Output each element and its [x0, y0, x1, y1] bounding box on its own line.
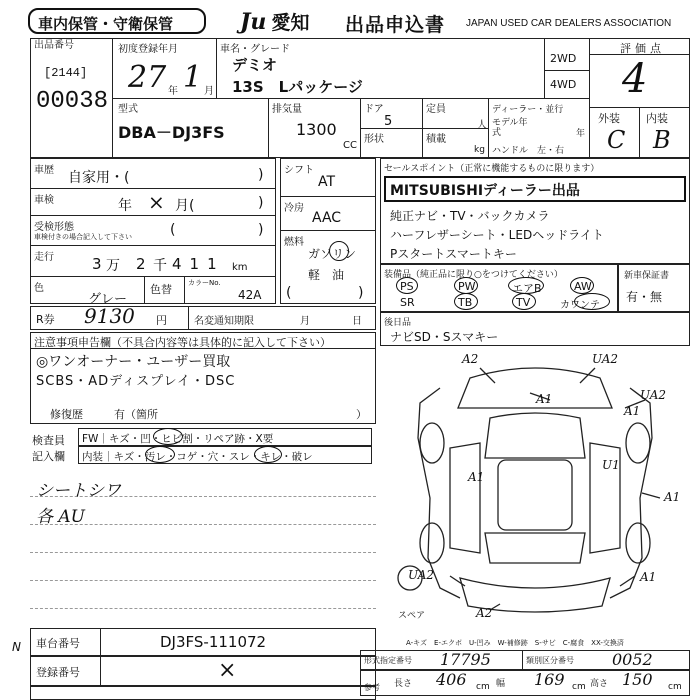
width-label: 幅: [496, 679, 506, 689]
equip-counter-circle: [574, 293, 610, 310]
color-code-label: カラーNo.: [188, 279, 221, 287]
association-logo: [240, 8, 310, 36]
equip-tb: TB: [458, 296, 473, 309]
first-registration-label: 初度登録年月: [118, 44, 178, 55]
repair-history-close: ）: [356, 408, 367, 421]
shape-label: 形状: [364, 134, 384, 145]
chassis-value: DJ3FS-111072: [160, 633, 267, 651]
handle-label: ハンドル 左・右: [492, 146, 565, 156]
inspector-int-text: 内装｜キズ・汚レ・コゲ・穴・スレ・キレ・破レ: [82, 451, 313, 463]
color-change-label: 色替: [150, 283, 172, 296]
side-mark: N: [12, 640, 21, 654]
damage-mark-rear-left: UA2: [408, 568, 435, 582]
history-close: ): [258, 167, 264, 183]
length-label: 長さ: [394, 679, 413, 689]
model-year-suffix: 年: [576, 129, 586, 139]
plate-label: 登録番号: [36, 666, 80, 679]
storage-stamp-text: 車内保管・守衛保管: [38, 15, 174, 33]
selling-point-3: Pスタートスマートキー: [390, 247, 517, 261]
notes-line-2: SCBS・ADディスプレイ・DSC: [36, 374, 236, 389]
load-label: 積載: [426, 134, 446, 145]
model-name: デミオ: [232, 56, 278, 74]
receipt-note: 車検付きの場合記入して下さい: [34, 233, 132, 241]
damage-legend: A-キズ E-エクボ U-凹み W-補修跡 S-サビ C-腐食 XX-交換済: [406, 639, 624, 647]
equip-airbag: エアB: [512, 282, 542, 295]
interior-grade: B: [653, 126, 671, 154]
mileage-rest: 411: [172, 255, 225, 273]
inspection-close: ): [258, 195, 264, 211]
equip-counter: カワンテ: [560, 300, 600, 311]
damage-mark-side-right: A1: [664, 490, 681, 504]
length-value: 406: [436, 670, 467, 689]
name-change-day: 日: [352, 316, 362, 327]
load-unit: kg: [474, 145, 485, 155]
class-number-label: 類別区分番号: [526, 656, 574, 665]
bottom-strip: [30, 686, 376, 700]
prefecture-name: 愛知: [271, 12, 310, 34]
height-value: 150: [622, 670, 653, 689]
capacity-label: 定員: [426, 104, 446, 115]
grade-score-label: 評価点: [620, 42, 665, 55]
equip-ps-circle: [396, 277, 418, 294]
damage-mark-door-right: U1: [602, 458, 620, 472]
equip-tb-circle: [454, 293, 478, 310]
handwritten-note-2: 各 AU: [36, 507, 86, 527]
form-number-label: 形式指定番号: [364, 656, 412, 665]
mileage-man: 3: [92, 255, 102, 273]
inspector-label-2: 記入欄: [32, 450, 65, 463]
aircon-value: AAC: [312, 210, 342, 226]
r-coupon-label: R券: [36, 313, 55, 326]
lot-bracket-number: [2144]: [44, 66, 88, 80]
inspection-mark: ×: [148, 190, 165, 214]
color-code-value: 42A: [238, 288, 262, 302]
repair-history-value: 有（箇所: [114, 408, 158, 421]
displacement-label: 排気量: [272, 104, 302, 115]
registration-year-suffix: 年: [168, 86, 178, 97]
handwritten-note-1: シートシワ: [36, 481, 121, 501]
equip-pw: PW: [458, 280, 476, 293]
width-unit: cm: [572, 682, 586, 692]
plate-value: ×: [218, 658, 237, 683]
height-unit: cm: [668, 682, 682, 692]
drive-4wd: 4WD: [550, 78, 577, 91]
lot-label: 出品番号: [34, 40, 74, 51]
equip-sr: SR: [400, 296, 415, 309]
width-value: 169: [534, 670, 565, 689]
registration-month: 1: [183, 60, 203, 95]
damage-mark-front-right: UA2: [592, 352, 619, 366]
mark-dirt-circle: [145, 446, 175, 463]
type-value: DBA－DJ3FS: [118, 123, 225, 142]
displacement-value: 1300: [296, 120, 337, 139]
equip-ps: PS: [400, 280, 414, 293]
damage-mark-hood: A1: [536, 392, 553, 406]
r-coupon-unit: 円: [156, 314, 167, 327]
form-number-value: 17795: [440, 650, 491, 669]
inspector-fw-text: FW｜キズ・凹・ヒビ割・リペア跡・X要: [82, 433, 274, 445]
aftermarket-label: 後日品: [384, 318, 412, 328]
fuel-diesel: 軽 油: [308, 268, 345, 282]
plate-row: [30, 656, 376, 686]
mileage-sen-unit: 千: [153, 258, 167, 274]
warranty-value: 有・無: [626, 290, 663, 304]
aircon-label: 冷房: [284, 203, 304, 214]
damage-mark-corner-right: UA2: [640, 388, 667, 402]
receipt-label: 受検形態: [34, 222, 74, 233]
doors-label: ドア: [364, 104, 384, 115]
damage-mark-front-left: A2: [462, 352, 479, 366]
inspection-year: 年: [118, 198, 132, 214]
fuel-label: 燃料: [284, 237, 304, 248]
fuel-gasoline: ガソリン: [308, 247, 357, 261]
inspection-month: 月(: [175, 198, 195, 214]
mark-dent-circle: [153, 428, 183, 445]
damage-mark-fender-right: A1: [624, 404, 641, 418]
selling-point-2: ハーフレザーシート・LEDヘッドライト: [390, 228, 604, 242]
class-number-value: 0052: [612, 650, 653, 669]
registration-month-suffix: 月: [204, 86, 214, 97]
selling-points-headline: MITSUBISHIディーラー出品: [390, 183, 580, 199]
equip-aw-circle: [570, 277, 594, 294]
equip-pw-circle: [454, 277, 478, 294]
inspection-label: 車検: [34, 195, 54, 206]
equip-airbag-circle: [508, 277, 544, 294]
repair-history-label: 修復歴: [50, 408, 83, 421]
mileage-sen: 2: [136, 255, 146, 273]
mark-wear-circle: [254, 446, 282, 463]
name-change-label: 名変通知期限: [194, 316, 254, 327]
doors-value: 5: [384, 114, 393, 129]
model-label: 車名・グレード: [220, 44, 290, 55]
registration-year: 27: [128, 60, 167, 95]
warranty-label: 新車保証書: [624, 271, 670, 281]
mileage-label: 走行: [34, 252, 54, 263]
length-unit: cm: [476, 682, 490, 692]
history-label: 車歴: [34, 165, 54, 176]
notes-label: 注意事項申告欄（不具合内容等は具体的に記入して下さい）: [34, 336, 331, 349]
history-value: 自家用・(: [68, 170, 130, 186]
exterior-grade: C: [607, 126, 626, 154]
color-value: グレー: [88, 292, 128, 307]
capacity-unit: 人: [477, 120, 487, 131]
lot-number: 00038: [36, 88, 109, 115]
r-coupon-value: 9130: [84, 304, 135, 328]
fuel-selected-circle: [329, 241, 349, 261]
selling-point-1: 純正ナビ・TV・バックカメラ: [390, 209, 550, 223]
aftermarket-value: ナビSD・Sスマキー: [390, 330, 499, 344]
damage-mark-rear-right: A1: [640, 570, 657, 584]
equip-tv-circle: [512, 293, 536, 310]
association-name: JAPAN USED CAR DEALERS ASSOCIATION: [466, 18, 672, 29]
type-label: 型式: [118, 104, 138, 115]
shift-value: AT: [318, 174, 336, 190]
damage-mark-door-left: A1: [468, 470, 485, 484]
shift-label: シフト: [284, 165, 314, 176]
receipt-open: (: [170, 222, 176, 238]
equip-aw: AW: [574, 280, 592, 293]
inspector-label-1: 検査員: [32, 434, 65, 447]
mileage-unit: km: [232, 262, 248, 273]
interior-label: 内装: [646, 112, 668, 125]
displacement-unit: CC: [343, 140, 357, 151]
name-change-month: 月: [300, 316, 310, 327]
chassis-label: 車台番号: [36, 637, 80, 650]
mileage-man-unit: 万: [106, 258, 120, 274]
color-label: 色: [34, 283, 44, 294]
grade-score-value: 4: [622, 56, 648, 102]
selling-points-label: セールスポイント（正常に機能するものに限ります）: [384, 164, 600, 174]
equip-tv: TV: [516, 296, 531, 309]
form-title: 出品申込書: [345, 14, 446, 36]
equipment-label: 装備品（純正品に限り○をつけてください）: [384, 270, 563, 280]
model-grade: 13S Lパッケージ: [232, 78, 363, 96]
receipt-close: ): [258, 222, 264, 238]
exterior-label: 外装: [598, 112, 620, 125]
dimensions-ref-label: 参考: [364, 683, 380, 692]
height-label: 高さ: [590, 679, 609, 689]
dealer-label: ディーラー・並行: [492, 105, 564, 115]
storage-stamp: [28, 8, 206, 34]
notes-line-1: ◎ワンオーナー・ユーザー買取: [36, 354, 231, 370]
ju-logo-icon: Ju: [240, 9, 267, 35]
drive-2wd: 2WD: [550, 52, 577, 65]
spare-label: スペア: [398, 611, 426, 621]
damage-mark-rear-bumper: A2: [476, 606, 493, 620]
model-year-label: モデル年式: [492, 118, 528, 138]
